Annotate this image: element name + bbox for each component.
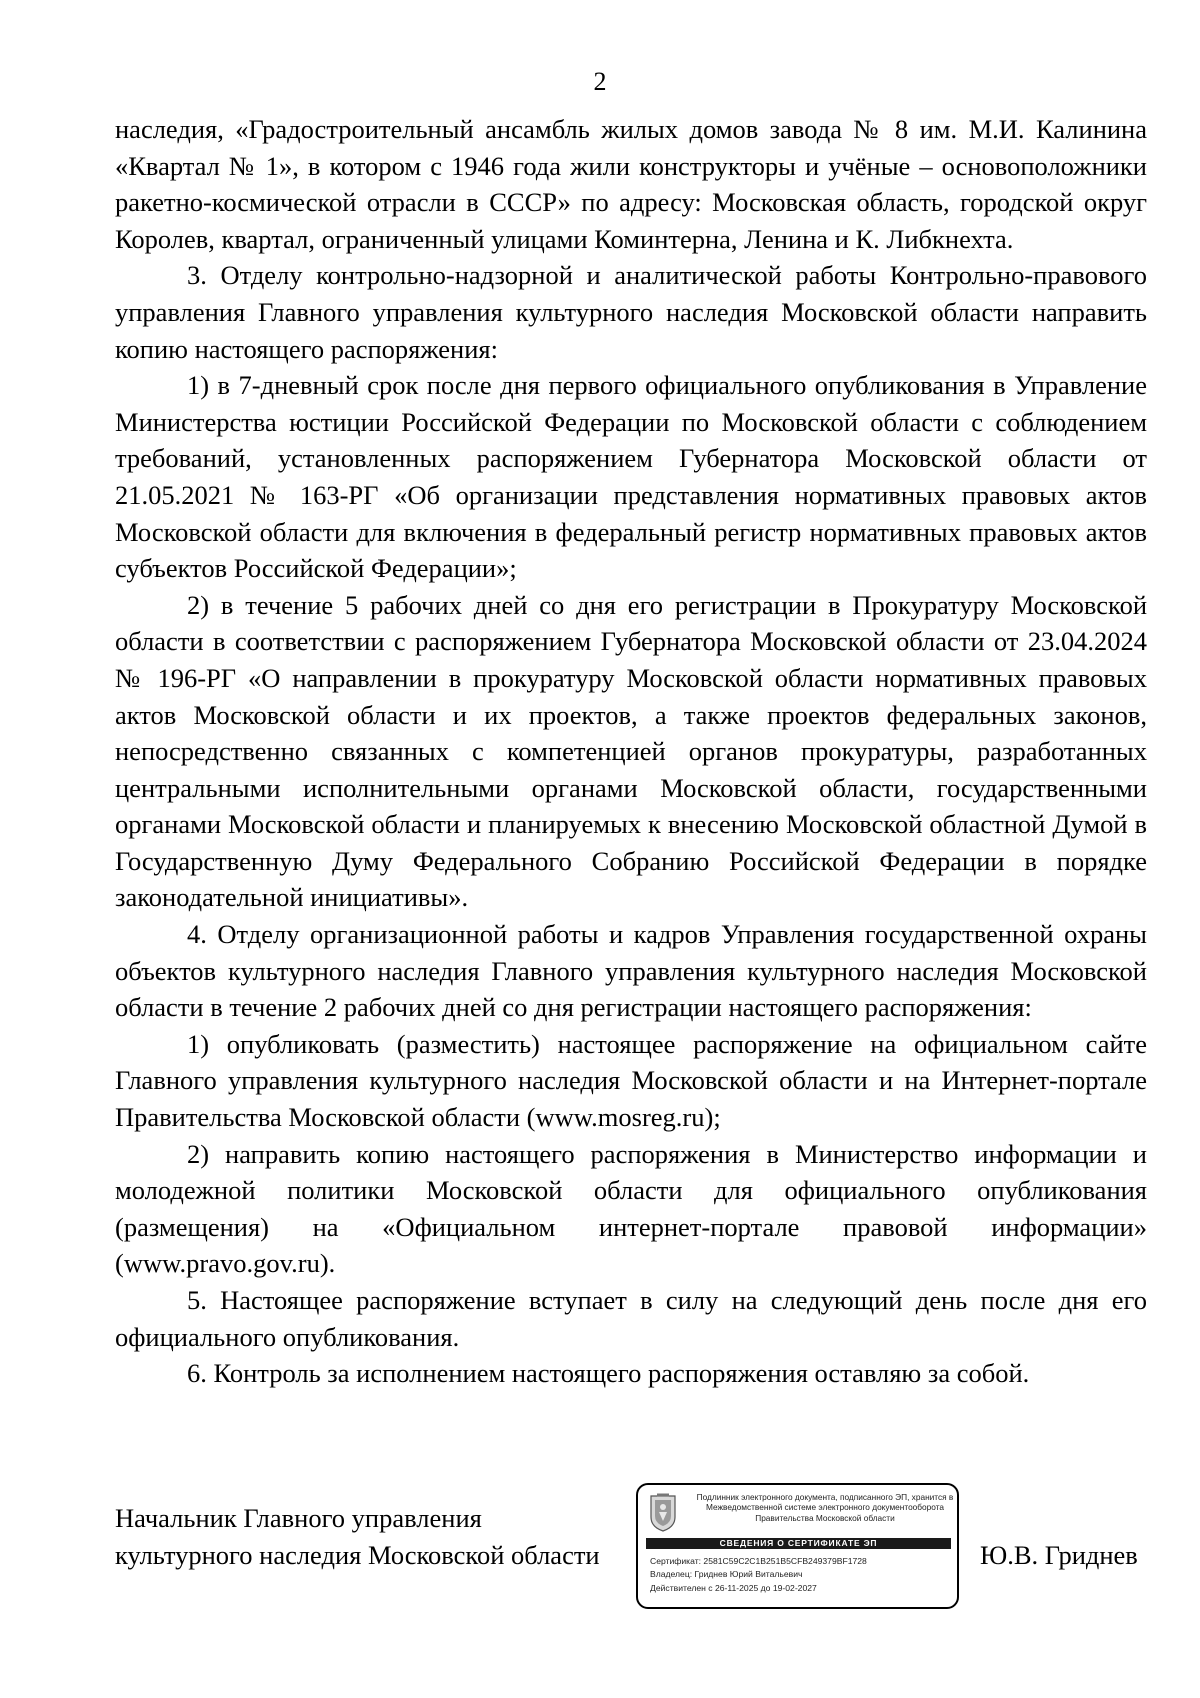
document-body xyxy=(115,111,1147,1392)
paragraph-item-4-2: 2) направить копию настоящего распоряжения в Министерство информации и молодежной политики Московской области для официального опубликования (размещения) на «Официальном интернет-портале правовой информации» (www.pravo.gov.ru). xyxy=(115,1138,1147,1279)
stamp-note: Подлинник электронного документа, подписанного ЭП, хранится в Межведомственной системе электронного документооборота Правительства Московской области xyxy=(696,1492,954,1523)
paragraph-item-5: 5. Настоящее распоряжение вступает в силу на следующий день после дня его официального опубликования. xyxy=(115,1285,1147,1352)
coat-of-arms-icon xyxy=(648,1493,678,1533)
paragraph-item-4: 4. Отделу организационной работы и кадров Управления государственной охраны объектов культурного наследия Главного управления культурного наследия Московской области в течение 2 рабочих дней со дня регистрации настоящего распоряжения: xyxy=(115,919,1147,1023)
signatory-position-line-1: Начальник Главного управления xyxy=(115,1503,482,1533)
paragraph-item-3-1: 1) в 7-дневный срок после дня первого официального опубликования в Управление Министерства юстиции Российской Федерации по Московской области с соблюдением требований, установленных распоряжением Губернатора Московской области от 21.05.2021 № 163-РГ «Об организации представления нормативных правовых актов Московской области для включения в федеральный регистр нормативных правовых актов субъектов Российской Федерации»; xyxy=(115,370,1147,584)
certificate-details xyxy=(650,1555,950,1595)
signatory-name: Ю.В. Гриднев xyxy=(980,1540,1138,1570)
paragraph-item-3-2: 2) в течение 5 рабочих дней со дня его регистрации в Прокуратуру Московской области в соответствии с распоряжением Губернатора Московской области от 23.04.2024 № 196-РГ «О направлении в прокуратуру Московской области нормативных правовых актов Московской области и их проектов, а также проектов федеральных законов, непосредственно связанных с компетенцией органов прокуратуры, разработанных центральными исполнительными органами Московской области, государственными органами Московской области и планируемых к внесению Московской областной Думой в Государственную Думу Федерального Собранию Российской Федерации в порядке законодательной инициативы». xyxy=(115,589,1147,913)
certificate-owner: Владелец: Гриднев Юрий Витальевич xyxy=(650,1569,803,1580)
certificate-validity: Действителен с 26-11-2025 до 19-02-2027 xyxy=(650,1582,817,1593)
paragraph-item-4-1: 1) опубликовать (разместить) настоящее распоряжение на официальном сайте Главного управления культурного наследия Московской области и на Интернет-портале Правительства Московской области (www.mosreg.ru); xyxy=(115,1028,1147,1133)
stamp-header: СВЕДЕНИЯ О СЕРТИФИКАТЕ ЭП xyxy=(646,1538,951,1549)
paragraph-item-3: 3. Отделу контрольно-надзорной и аналитической работы Контрольно-правового управления Главного управления культурного наследия Московской области направить копию настоящего распоряжения: xyxy=(115,260,1147,364)
paragraph-heritage-object: наследия, «Градостроительный ансамбль жилых домов завода № 8 им. М.И. Калинина «Квартал № 1», в котором с 1946 года жили конструкторы и учёные – основоположники ракетно-космической отрасли в СССР» по адресу: Московская область, городской округ Королев, квартал, ограниченный улицами Коминтерна, Ленина и К. Либкнехта. xyxy=(115,114,1147,254)
signatory-position xyxy=(115,1500,635,1573)
e-signature-stamp xyxy=(636,1483,959,1609)
signatory-position-line-2: культурного наследия Московской области xyxy=(115,1539,600,1570)
page-number: 2 xyxy=(593,67,607,96)
certificate-number: Сертификат: 2581C59C2C1B251B5CFB249379BF1728 xyxy=(650,1556,867,1566)
paragraph-item-6: 6. Контроль за исполнением настоящего распоряжения оставляю за собой. xyxy=(187,1358,1030,1389)
